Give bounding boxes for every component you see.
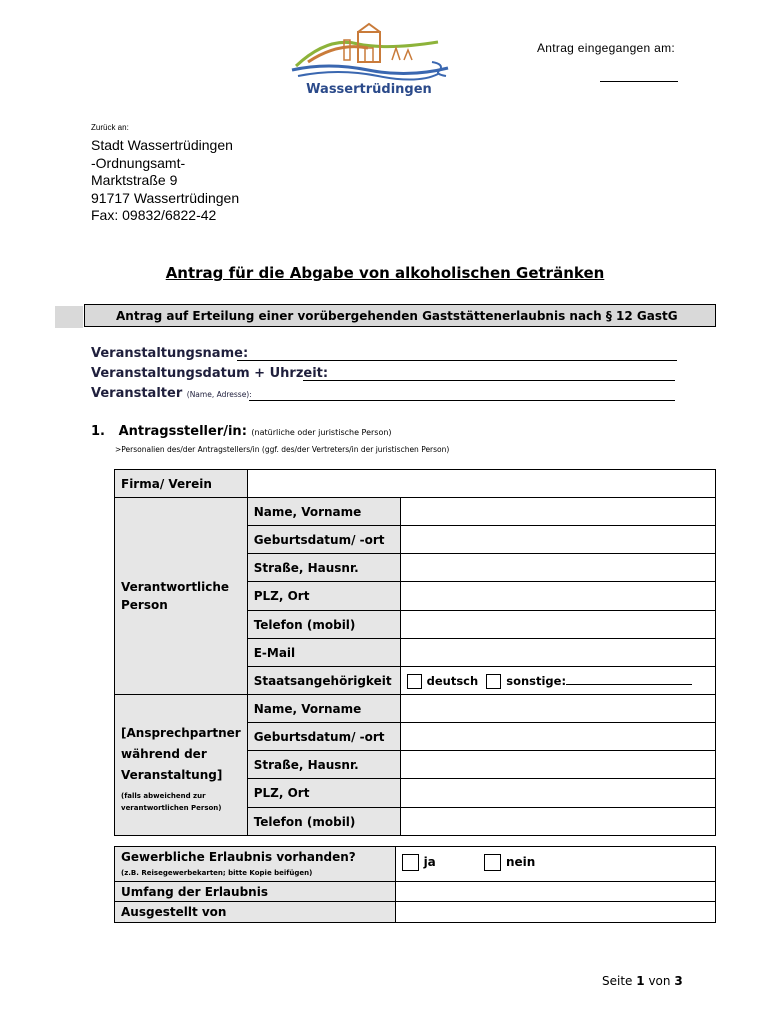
table-row <box>115 470 716 498</box>
applicant-table <box>114 469 716 836</box>
table-row <box>115 902 716 923</box>
contact-street-field[interactable] <box>400 751 715 779</box>
section-number: 1. <box>91 424 105 439</box>
permit-no-checkbox[interactable] <box>484 854 501 871</box>
permit-issuer-field[interactable] <box>395 902 715 923</box>
received-date-field[interactable] <box>600 67 678 82</box>
permit-existing-options <box>395 847 715 882</box>
return-address <box>91 137 239 225</box>
contact-birth-label: Geburtsdatum/ -ort <box>247 723 400 751</box>
section-1-heading <box>91 424 392 439</box>
table-row <box>115 498 716 526</box>
table-row <box>115 882 716 902</box>
city-logo-graphic <box>288 22 450 84</box>
permit-table <box>114 846 716 923</box>
organizer-hint: (Name, Adresse): <box>186 390 252 399</box>
page-number <box>602 974 683 988</box>
nationality-german-label: deutsch <box>426 673 479 688</box>
permit-existing-label <box>115 847 396 882</box>
contact-label-line-3: Veranstaltung] <box>121 768 223 782</box>
nationality-german-checkbox[interactable] <box>407 674 422 689</box>
responsible-street-label: Straße, Hausnr. <box>247 554 400 582</box>
permit-yes-checkbox[interactable] <box>402 854 419 871</box>
return-address-label: Zurück an: <box>91 123 129 132</box>
permit-existing-text: Gewerbliche Erlaubnis vorhanden? <box>121 849 356 864</box>
contact-name-label: Name, Vorname <box>247 695 400 723</box>
permit-existing-hint: (z.B. Reisegewerbekarten; bitte Kopie beifügen) <box>121 868 313 877</box>
responsible-city-field[interactable] <box>400 582 715 611</box>
responsible-city-label: PLZ, Ort <box>247 582 400 611</box>
city-logo <box>288 22 450 102</box>
contact-name-field[interactable] <box>400 695 715 723</box>
responsible-phone-field[interactable] <box>400 611 715 639</box>
address-line-3: Marktstraße 9 <box>91 172 178 188</box>
permit-scope-label: Umfang der Erlaubnis <box>115 882 396 902</box>
contact-hint-line-2: verantwortlichen Person) <box>121 804 222 812</box>
contact-city-label: PLZ, Ort <box>247 779 400 808</box>
nationality-other-label: sonstige: <box>506 673 567 688</box>
contact-hint-line-1: (falls abweichend zur <box>121 792 206 800</box>
page-separator: von <box>648 974 671 988</box>
contact-person-label <box>115 695 248 836</box>
event-name-row <box>91 346 328 366</box>
contact-label-line-2: während der <box>121 747 207 761</box>
contact-label-line-1: [Ansprechpartner <box>121 726 241 740</box>
permit-no-label: nein <box>505 855 536 869</box>
document-title-text: Antrag für die Abgabe von alkoholischen Getränken <box>165 264 605 282</box>
responsible-label-line-2: Person <box>121 598 168 612</box>
contact-phone-field[interactable] <box>400 808 715 836</box>
responsible-nationality-label: Staatsangehörigkeit <box>247 667 400 695</box>
nationality-other-field[interactable] <box>566 673 692 685</box>
responsible-name-field[interactable] <box>400 498 715 526</box>
address-line-2: -Ordnungsamt- <box>91 154 186 171</box>
page-prefix: Seite <box>602 974 633 988</box>
permit-scope-field[interactable] <box>395 882 715 902</box>
page-current: 1 <box>636 974 645 988</box>
responsible-street-field[interactable] <box>400 554 715 582</box>
responsible-birth-label: Geburtsdatum/ -ort <box>247 526 400 554</box>
organizer-row <box>91 386 328 406</box>
address-line-4: 91717 Wassertrüdingen <box>91 189 240 206</box>
city-logo-text: Wassertrüdingen <box>306 82 432 97</box>
company-label: Firma/ Verein <box>115 470 248 498</box>
subtitle-banner: Antrag auf Erteilung einer vorübergehenden Gaststättenerlaubnis nach § 12 GastG <box>84 304 716 327</box>
responsible-name-label: Name, Vorname <box>247 498 400 526</box>
address-line-1: Stadt Wassertrüdingen <box>91 137 233 153</box>
subtitle-margin-tab <box>55 306 83 328</box>
responsible-birth-field[interactable] <box>400 526 715 554</box>
nationality-other-checkbox[interactable] <box>486 674 501 689</box>
section-1-subtext: >Personalien des/der Antragstellers/in (ggf. des/der Vertreters/in der juristischen Person) <box>115 445 450 454</box>
table-row <box>115 847 716 882</box>
event-date-field[interactable] <box>303 380 675 381</box>
contact-phone-label: Telefon (mobil) <box>247 808 400 836</box>
responsible-email-field[interactable] <box>400 639 715 667</box>
company-field[interactable] <box>247 470 715 498</box>
section-title: Antragssteller/in: <box>118 424 247 439</box>
event-fields <box>91 346 328 406</box>
received-date-label: Antrag eingegangen am: <box>537 41 676 55</box>
contact-city-field[interactable] <box>400 779 715 808</box>
event-name-field[interactable] <box>237 360 677 361</box>
document-title <box>0 264 770 282</box>
organizer-field[interactable] <box>249 400 675 401</box>
permit-yes-label: ja <box>423 855 436 869</box>
responsible-phone-label: Telefon (mobil) <box>247 611 400 639</box>
table-row <box>115 695 716 723</box>
address-line-5: Fax: 09832/6822-42 <box>91 207 217 223</box>
section-hint: (natürliche oder juristische Person) <box>251 428 392 437</box>
permit-issuer-label: Ausgestellt von <box>115 902 396 923</box>
contact-birth-field[interactable] <box>400 723 715 751</box>
event-date-row <box>91 366 328 386</box>
event-name-label: Veranstaltungsname: <box>91 346 249 361</box>
organizer-label: Veranstalter <box>91 386 183 401</box>
nationality-options <box>400 667 715 695</box>
responsible-person-label <box>115 498 248 695</box>
contact-street-label: Straße, Hausnr. <box>247 751 400 779</box>
responsible-label-line-1: Verantwortliche <box>121 580 230 594</box>
responsible-email-label: E-Mail <box>247 639 400 667</box>
event-date-label: Veranstaltungsdatum + Uhrzeit: <box>91 366 329 381</box>
page-total: 3 <box>674 974 683 988</box>
